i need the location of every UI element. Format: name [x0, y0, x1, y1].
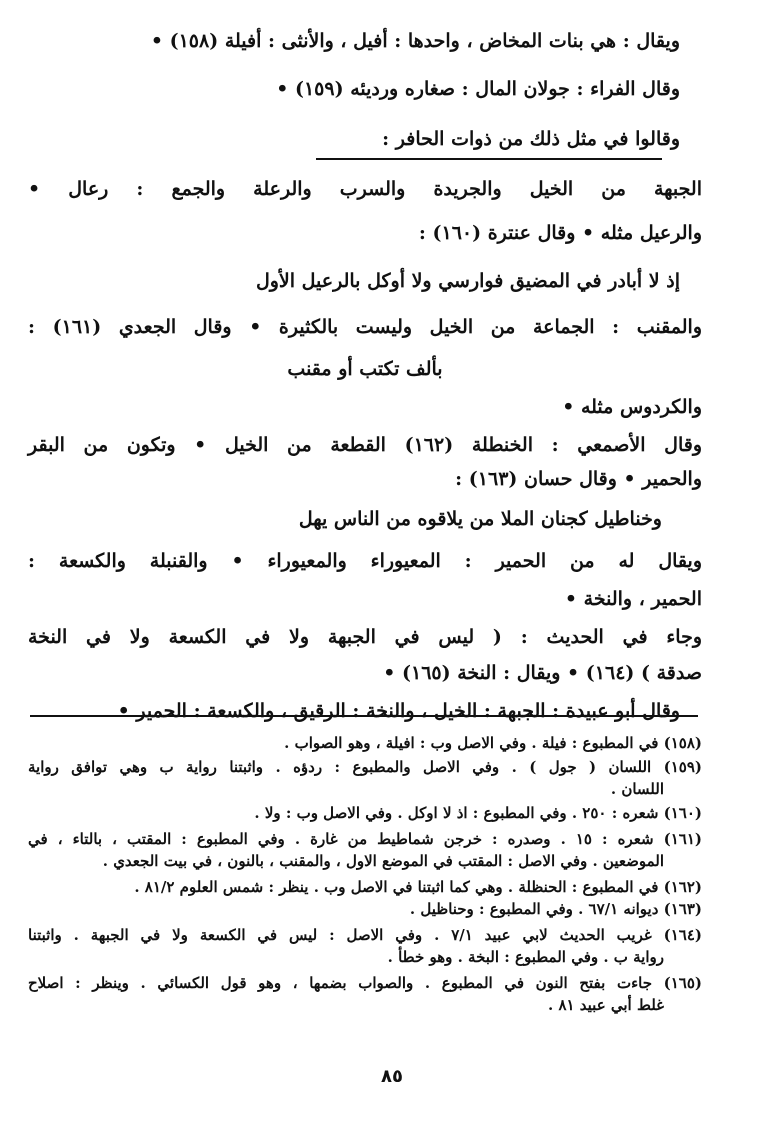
page-number: ٨٥: [381, 1066, 403, 1087]
footnote-continuation: اللسان .: [610, 780, 664, 798]
text-line: والرعيل مثله • وقال عنترة (١٦٠) :: [418, 222, 702, 244]
footnote-continuation: الموضعين . وفي الاصل : المقتب في الموضع الاول ، والمقنب ، بالنون ، في بيت الجعدي .: [102, 852, 664, 870]
text-line: ويقال له من الحمير : المعيوراء والمعيوراء • والقنبلة والكسعة :: [28, 550, 702, 572]
text-line: صدقة ) (١٦٤) • ويقال : النخة (١٦٥) •: [383, 662, 702, 684]
footnote: (١٦٥) جاءت بفتح النون في المطبوع . والصواب بضمها ، وهو قول الكسائي . وينظر : اصلاح: [28, 974, 702, 992]
footnote: (١٦٣) ديوانه ٦٧/١ . وفي المطبوع : وحناظيل .: [409, 900, 702, 918]
text-line: وقال الأصمعي : الخنطلة (١٦٢) القطعة من الخيل • وتكون من البقر: [28, 434, 702, 456]
footnote-continuation: غلط أبي عبيد ٨١ .: [547, 996, 664, 1014]
poetry-verse: وخناطيل كجنان الملا من يلاقوه من الناس يهل: [298, 508, 662, 530]
text-line: وقال الفراء : جولان المال : صغاره ورديئه (١٥٩) •: [276, 78, 680, 100]
heading-underline: [316, 158, 662, 160]
text-line: الجبهة من الخيل والجريدة والسرب والرعلة والجمع : رعال •: [28, 178, 702, 200]
text-line: والحمير • وقال حسان (١٦٣) :: [455, 468, 702, 490]
footnote: (١٦١) شعره : ١٥ . وصدره : خرجن شماطيط من غارة . وفي المطبوع : المقتب ، بالتاء ، في: [28, 830, 702, 848]
poetry-verse: إذ لا أبادر في المضيق فوارسي ولا أوكل بالرعيل الأول: [255, 270, 680, 292]
section-heading: وقالوا في مثل ذلك من ذوات الحافر :: [382, 128, 680, 150]
footnote: (١٥٩) اللسان ( جول ) . وفي الاصل والمطبوع : ردؤه . واثبتنا رواية ب وهي توافق رواية: [28, 758, 702, 776]
footnote-continuation: رواية ب . وفي المطبوع : البخة . وهو خطأ .: [387, 948, 664, 966]
text-line: ويقال : هي بنات المخاض ، واحدها : أفيل ، والأنثى : أفيلة (١٥٨) •: [150, 30, 680, 52]
poetry-verse: بألف تكتب أو مقنب: [287, 358, 443, 380]
footnote: (١٦٠) شعره : ٢٥٠ . وفي المطبوع : اذ لا اوكل . وفي الاصل وب : ولا .: [254, 804, 702, 822]
text-line: الحمير ، والنخة •: [564, 588, 702, 610]
footnote: (١٥٨) في المطبوع : فيلة . وفي الاصل وب : افيلة ، وهو الصواب .: [284, 734, 702, 752]
footnote-divider: [30, 715, 698, 717]
text-line: وجاء في الحديث : ( ليس في الجبهة ولا في الكسعة ولا في النخة: [28, 626, 702, 648]
text-line: والكردوس مثله •: [562, 396, 702, 418]
footnote: (١٦٢) في المطبوع : الحنظلة . وهي كما اثبتنا في الاصل وب . ينظر : شمس العلوم ٨١/٢ .: [134, 878, 702, 896]
footnote: (١٦٤) غريب الحديث لابي عبيد ٧/١ . وفي الاصل : ليس في الكسعة ولا في الجبهة . واثبتنا: [28, 926, 702, 944]
text-line: وقال أبو عبيدة : الجبهة : الخيل ، والنخة : الرقيق ، والكسعة : الحمير •: [117, 700, 680, 722]
text-line: والمقنب : الجماعة من الخيل وليست بالكثيرة • وقال الجعدي (١٦١) :: [28, 316, 703, 338]
